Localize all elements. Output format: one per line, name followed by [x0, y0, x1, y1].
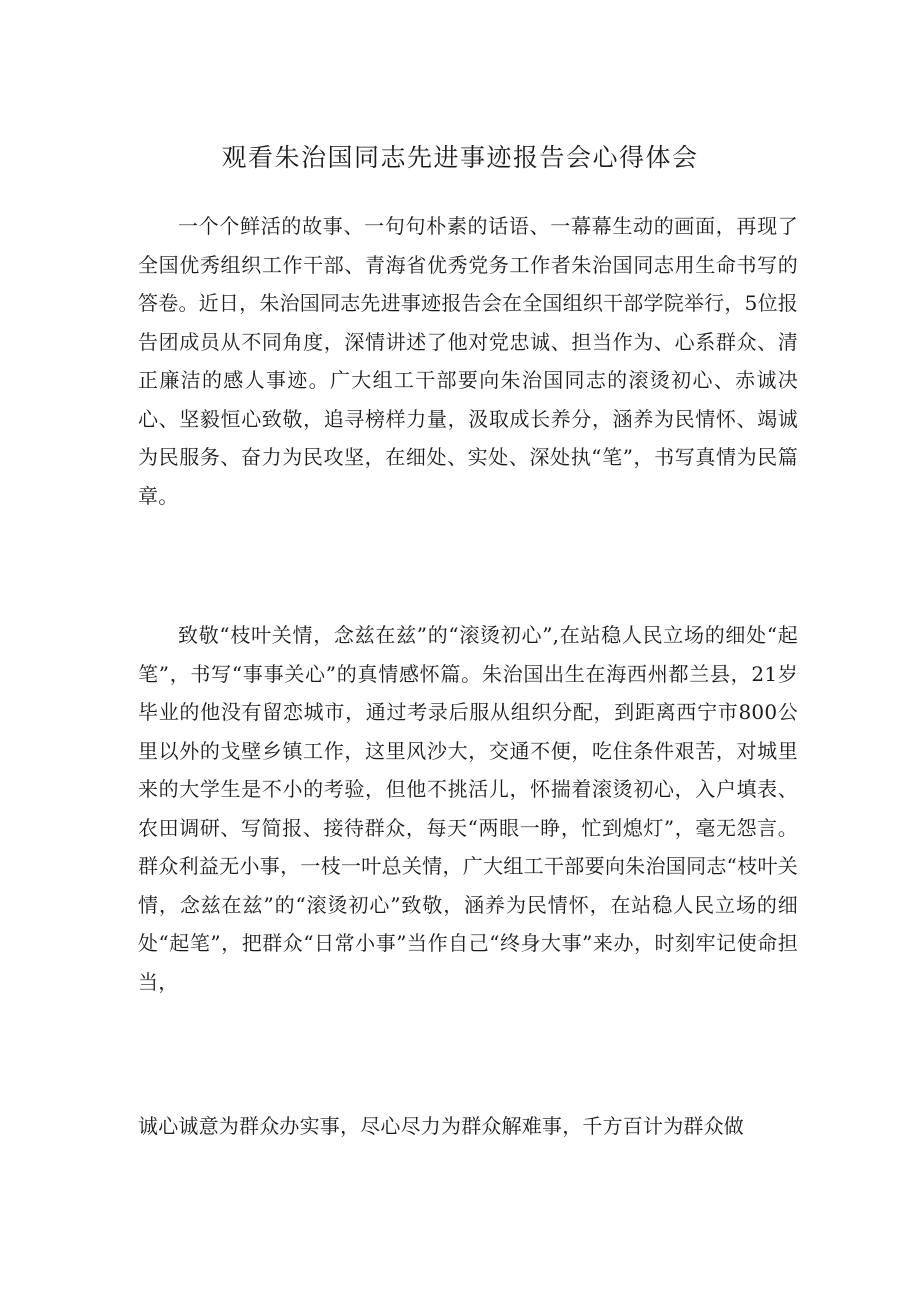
document-title: 观看朱治国同志先进事迹报告会心得体会 — [221, 143, 699, 172]
paragraph-2: 致敬“枝叶关情，念兹在兹”的“滚烫初心”,在站稳人民立场的细处“起笔”，书写“事事关心”的真情感怀篇。朱治国出生在海西州都兰县，21岁毕业的他没有留恋城市，通过考录后服从组织分配，到距离西宁市800公里以外的戈壁乡镇工作，这里风沙大，交通不便，吃住条件艰苦，对城里来的大学生是不小的考验，但他不挑活儿，怀揣着滚烫初心，入户填表、农田调研、写简报、接待群众，每天“两眼一睁，忙到熄灯”，毫无怨言。群众利益无小事，一枝一叶总关情，广大组工干部要向朱治国同志“枝叶关情，念兹在兹”的“滚烫初心”致敬，涵养为民情怀，在站稳人民立场的细处“起笔”，把群众“日常小事”当作自己“终身大事”来办，时刻牢记使命担当， — [138, 623, 798, 994]
paragraph-3: 诚心诚意为群众办实事，尽心尽力为群众解难事，千方百计为群众做 — [138, 1114, 744, 1138]
paragraph-1: 一个个鲜活的故事、一句句朴素的话语、一幕幕生动的画面，再现了全国优秀组织工作干部、青海省优秀党务工作者朱治国同志用生命书写的答卷。近日，朱治国同志先进事迹报告会在全国组织干部学院举行，5位报告团成员从不同角度，深情讲述了他对党忠诚、担当作为、心系群众、清正廉洁的感人事迹。广大组工干部要向朱治国同志的滚烫初心、赤诚决心、坚毅恒心致敬，追寻榜样力量，汲取成长养分，涵养为民情怀、竭诚为民服务、奋力为民攻坚，在细处、实处、深处执“笔”，书写真情为民篇章。 — [138, 214, 798, 508]
